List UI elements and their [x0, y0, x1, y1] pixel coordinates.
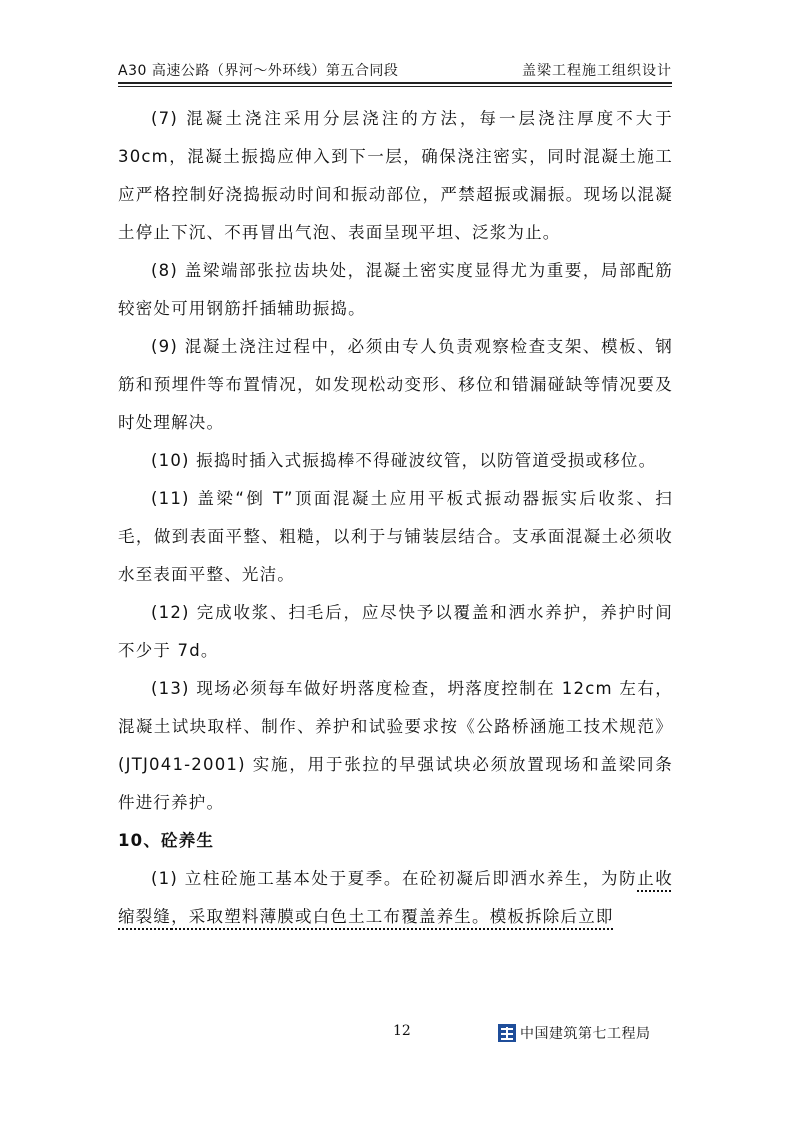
paragraph-13: (13) 现场必须每车做好坍落度检查，坍落度控制在 12cm 左右，混凝土试块取样、制作、养护和试验要求按《公路桥涵施工技术规范》(JTJ041-2001) 实施，用于张拉的早强试块必须放置现场和盖梁同条件进行养护。: [118, 679, 673, 812]
document-body: [118, 100, 673, 936]
section-10-text-a: (1) 立柱砼施工基本处于夏季。在砼初凝后即洒水养生，为防: [151, 869, 638, 888]
section-10-paragraph-1: [118, 860, 673, 936]
section-10-text-c: ，采取塑料薄膜或白色土工布覆盖养生。模板拆除后立即: [171, 907, 614, 926]
header-document-title: 盖梁工程施工组织设计: [522, 63, 672, 79]
paragraph-11: (11) 盖梁“倒 T”顶面混凝土应用平板式振动器振实后收浆、扫毛，做到表面平整、粗糙，以利于与铺装层结合。支承面混凝土必须收水至表面平整、光洁。: [118, 489, 673, 584]
paragraph-8: (8) 盖梁端部张拉齿块处，混凝土密实度显得尤为重要，局部配筋较密处可用钢筋扦插辅助振捣。: [118, 261, 673, 318]
company-name: 中国建筑第七工程局: [520, 1026, 651, 1042]
footer-company: [498, 1022, 651, 1044]
page-header: [118, 58, 672, 84]
cscec-logo-icon: [498, 1024, 516, 1042]
paragraph-9: (9) 混凝土浇注过程中，必须由专人负责观察检查支架、模板、钢筋和预埋件等布置情况，如发现松动变形、移位和错漏碰缺等情况要及时处理解决。: [118, 337, 673, 432]
paragraph-7: (7) 混凝土浇注采用分层浇注的方法，每一层浇注厚度不大于30cm，混凝土振捣应伸入到下一层，确保浇注密实，同时混凝土施工应严格控制好浇捣振动时间和振动部位，严禁超振或漏振。现场以混凝土停止下沉、不再冒出气泡、表面呈现平坦、泛浆为止。: [118, 109, 673, 242]
paragraph-10: (10) 振捣时插入式振捣棒不得碰波纹管，以防管道受损或移位。: [151, 451, 657, 470]
header-project-title: A30 高速公路（界河～外环线）第五合同段: [118, 63, 399, 79]
page-number: 12: [393, 1023, 411, 1039]
section-heading: 10、砼养生: [118, 831, 215, 850]
paragraph-12: (12) 完成收浆、扫毛后，应尽快予以覆盖和洒水养护，养护时间不少于 7d。: [118, 603, 673, 660]
section-10-text-b: 止收缩裂缝: [118, 869, 673, 926]
